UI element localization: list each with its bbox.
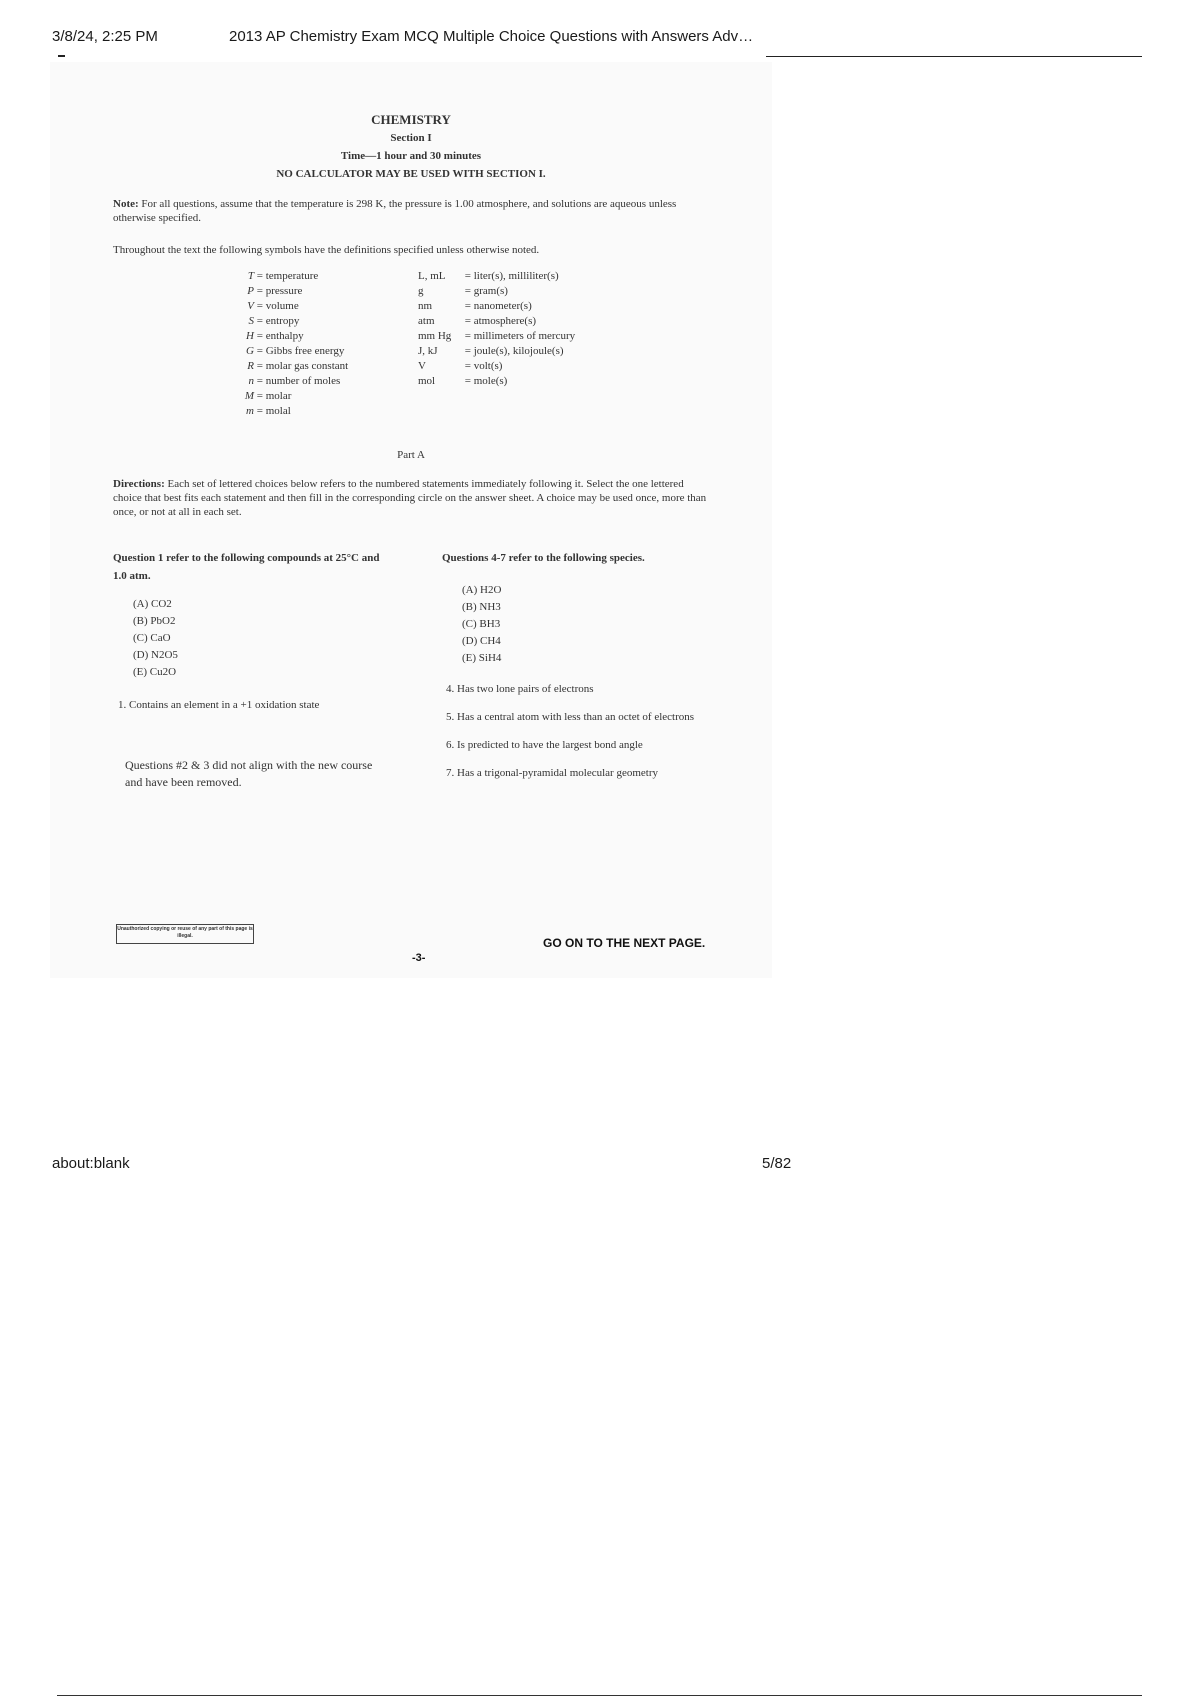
symbol-row	[418, 284, 575, 299]
symbol: m	[246, 405, 254, 417]
symbol: n	[248, 375, 254, 387]
equals-sign: =	[462, 300, 474, 312]
symbol-row	[238, 344, 348, 359]
scanned-exam-page	[50, 62, 772, 978]
equals-sign: =	[254, 315, 266, 327]
header-rule	[766, 56, 1142, 57]
answer-choice: (A) H2O	[462, 584, 502, 596]
equals-sign: =	[462, 360, 474, 372]
symbol: H	[246, 330, 254, 342]
symbol: S	[248, 315, 254, 327]
symbol-row	[238, 404, 348, 419]
go-on-text: GO ON TO THE NEXT PAGE.	[543, 936, 706, 950]
symbols-intro: Throughout the text the following symbols have the definitions specified unless otherwise noted.	[113, 244, 540, 256]
question-item: 6. Is predicted to have the largest bond angle	[446, 739, 643, 751]
symbol-row	[418, 344, 575, 359]
answer-choice: (B) NH3	[462, 601, 501, 613]
note-paragraph	[113, 197, 713, 225]
answer-choice: (B) PbO2	[133, 615, 176, 627]
symbol-row	[418, 329, 575, 344]
footer-url: about:blank	[52, 1155, 130, 1172]
print-datetime: 3/8/24, 2:25 PM	[52, 28, 158, 45]
footer-page-count: 5/82	[762, 1155, 792, 1172]
symbol: R	[247, 360, 254, 372]
symbol-row	[238, 359, 348, 374]
question-1-heading: Question 1 refer to the following compounds at 25°C and 1.0 atm.	[113, 552, 380, 582]
equals-sign: =	[254, 330, 266, 342]
symbol-row	[418, 299, 575, 314]
equals-sign: =	[254, 285, 266, 297]
equals-sign: =	[462, 285, 474, 297]
symbol: nm	[418, 300, 433, 312]
directions-paragraph	[113, 477, 713, 519]
answer-choice: (D) N2O5	[133, 649, 178, 661]
part-label: Part A	[397, 449, 425, 461]
symbol-row	[238, 299, 348, 314]
symbol-definition: nanometer(s)	[473, 300, 532, 312]
symbol-definition: molal	[265, 405, 291, 417]
symbol-row	[238, 374, 348, 389]
note-text: For all questions, assume that the temperature is 298 K, the pressure is 1.00 atmosphere, and solutions are aqueous unless otherwise specified.	[113, 198, 677, 224]
symbol: P	[247, 285, 254, 297]
equals-sign: =	[254, 345, 266, 357]
symbol-definition: atmosphere(s)	[473, 315, 537, 327]
symbol-definition: volt(s)	[473, 360, 503, 372]
equals-sign: =	[462, 315, 474, 327]
symbol: mol	[418, 375, 436, 387]
answer-choice: (A) CO2	[133, 598, 172, 610]
symbols-list-left	[238, 269, 348, 419]
page-number: -3-	[412, 952, 426, 964]
exam-heading: CHEMISTRY	[371, 112, 451, 127]
question-item: 5. Has a central atom with less than an octet of electrons	[446, 711, 695, 723]
symbol-row	[418, 269, 575, 284]
directions-label: Directions:	[113, 478, 165, 490]
symbol: V	[418, 360, 426, 372]
equals-sign: =	[462, 270, 474, 282]
questions-4-7-heading: Questions 4-7 refer to the following species.	[442, 552, 645, 564]
directions-text: Each set of lettered choices below refers to the numbered statements immediately following it. Select the one lettered choice that best fits each statement and then fill in the corresponding circle on the answer sheet. A choice may be used once, more than once, or not at all in each set.	[113, 478, 707, 518]
symbol: M	[244, 390, 254, 402]
symbol-definition: pressure	[265, 285, 303, 297]
note-label: Note:	[113, 198, 139, 210]
calculator-notice: NO CALCULATOR MAY BE USED WITH SECTION I.	[276, 168, 546, 180]
symbol-row	[238, 269, 348, 284]
equals-sign: =	[254, 300, 266, 312]
equals-sign: =	[254, 405, 266, 417]
symbol-row	[238, 314, 348, 329]
symbol: T	[247, 270, 254, 282]
equals-sign: =	[254, 360, 266, 372]
symbol-row	[238, 284, 348, 299]
symbol-row	[238, 329, 348, 344]
symbol: atm	[418, 315, 435, 327]
symbol: L, mL	[418, 270, 446, 282]
answer-choice: (E) SiH4	[462, 652, 502, 664]
question-item: 7. Has a trigonal-pyramidal molecular geometry	[446, 767, 658, 779]
removed-questions-note: Questions #2 & 3 did not align with the new course and have been removed.	[125, 758, 373, 789]
answer-choice: (E) Cu2O	[133, 666, 177, 678]
symbol: J, kJ	[418, 345, 438, 357]
symbol-definition: millimeters of mercury	[473, 330, 576, 342]
symbol-definition: number of moles	[265, 375, 341, 387]
equals-sign: =	[462, 345, 474, 357]
equals-sign: =	[254, 375, 266, 387]
answer-choice: (C) CaO	[133, 632, 171, 644]
questions-4-7-choices	[462, 582, 501, 667]
bottom-rule	[57, 1695, 1142, 1696]
symbol: V	[247, 300, 254, 312]
symbol-definition: mole(s)	[473, 375, 508, 387]
symbol-definition: liter(s), milliliter(s)	[473, 270, 559, 282]
symbol: G	[246, 345, 254, 357]
symbol: g	[418, 285, 424, 297]
exam-time: Time—1 hour and 30 minutes	[340, 150, 482, 162]
symbol-definition: Gibbs free energy	[265, 345, 345, 357]
print-page-title: 2013 AP Chemistry Exam MCQ Multiple Choice Questions with Answers Adv…	[229, 28, 754, 45]
symbol-row	[418, 374, 575, 389]
symbol-definition: enthalpy	[265, 330, 304, 342]
questions-4-7-list	[446, 682, 746, 794]
symbols-list-right	[418, 269, 575, 389]
answer-choice: (D) CH4	[462, 635, 501, 647]
question-1: 1. Contains an element in a +1 oxidation state	[118, 699, 320, 711]
symbol: mm Hg	[418, 330, 452, 342]
symbol-definition: gram(s)	[473, 285, 508, 297]
symbol-row	[418, 359, 575, 374]
symbol-definition: temperature	[265, 270, 319, 282]
symbol-definition: molar gas constant	[265, 360, 349, 372]
symbol-row	[238, 389, 348, 404]
symbol-row	[418, 314, 575, 329]
equals-sign: =	[462, 375, 474, 387]
equals-sign: =	[254, 390, 266, 402]
symbol-definition: molar	[265, 390, 292, 402]
equals-sign: =	[254, 270, 266, 282]
exam-section: Section I	[390, 132, 432, 144]
copy-notice-box: Unauthorized copying or reuse of any part of this page is illegal.	[116, 924, 254, 944]
question-item: 4. Has two lone pairs of electrons	[446, 683, 594, 695]
symbol-definition: joule(s), kilojoule(s)	[473, 345, 564, 357]
header-tick-mark	[58, 55, 65, 57]
question-1-choices	[133, 596, 178, 681]
symbol-definition: entropy	[265, 315, 300, 327]
answer-choice: (C) BH3	[462, 618, 501, 630]
symbol-definition: volume	[265, 300, 299, 312]
equals-sign: =	[462, 330, 474, 342]
